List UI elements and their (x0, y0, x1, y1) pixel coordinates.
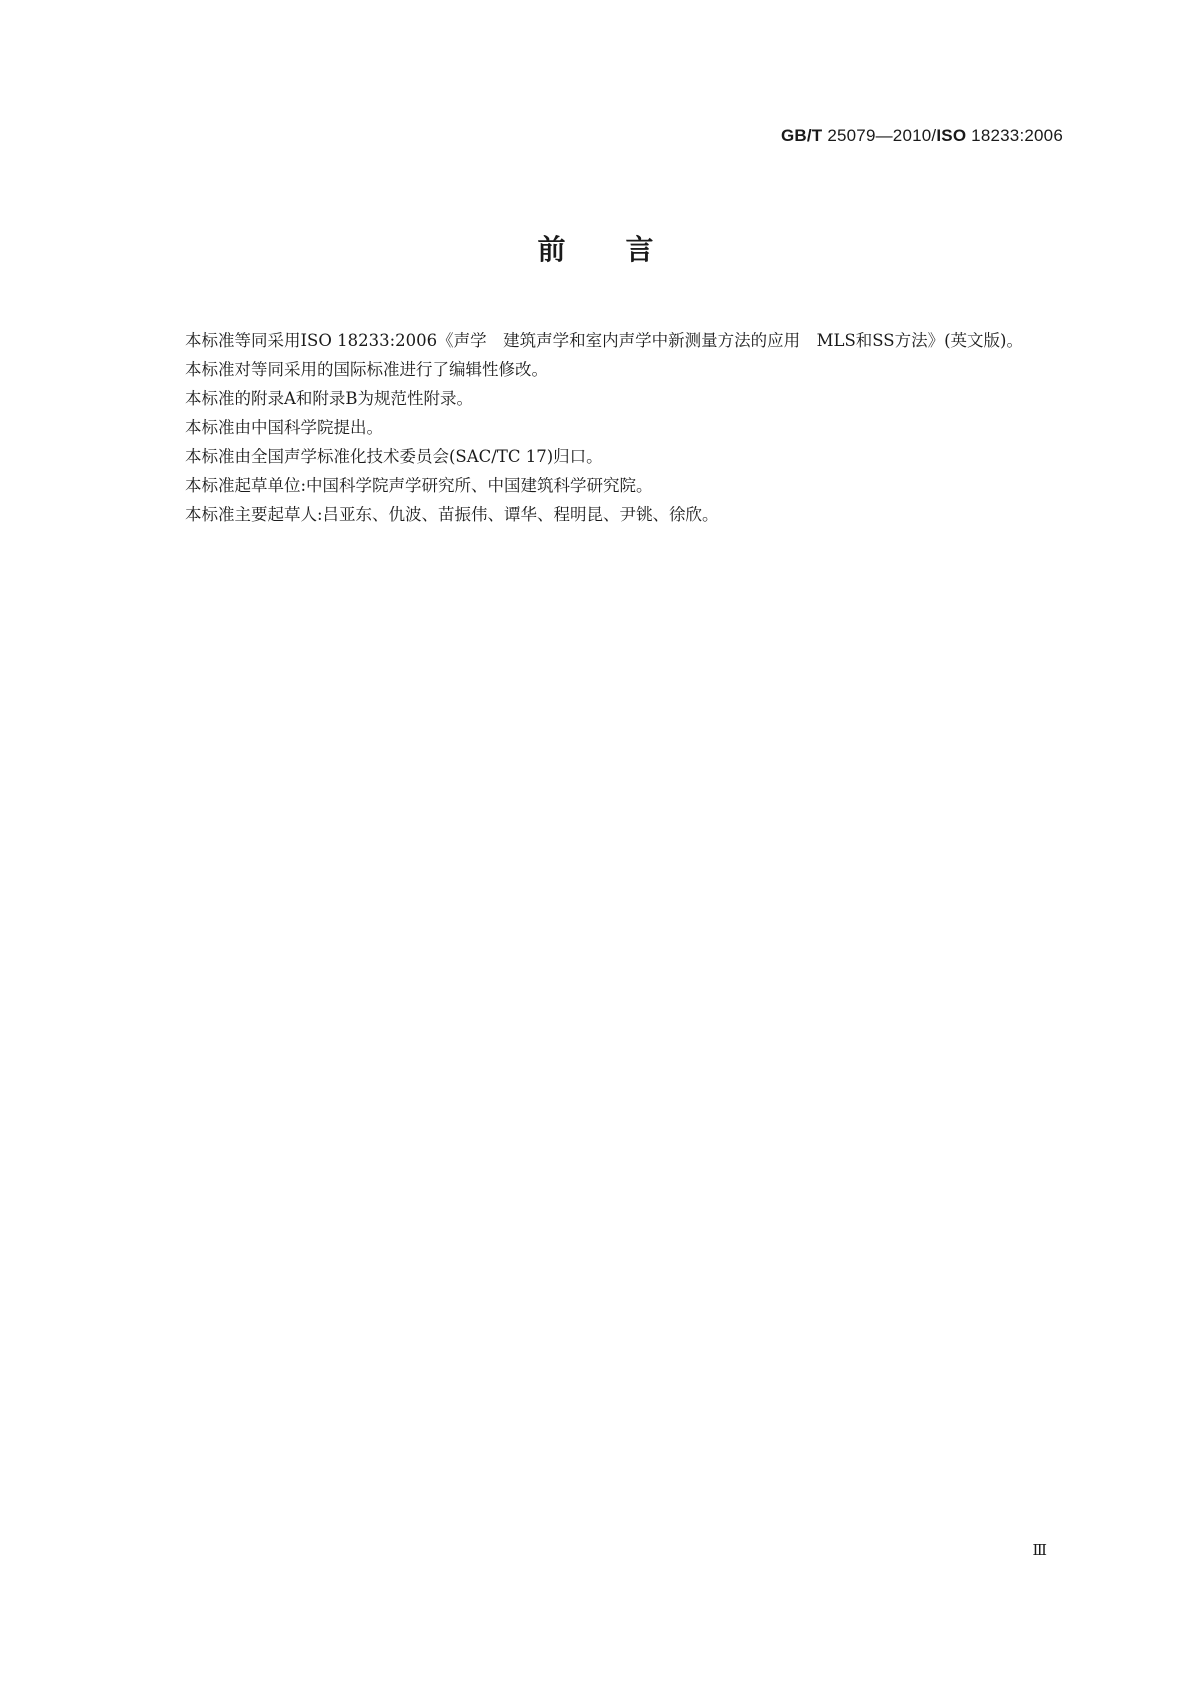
page-title: 前言 (537, 233, 714, 266)
paragraph-drafting-units: 本标准起草单位:中国科学院声学研究所、中国建筑科学研究院。 (185, 476, 653, 495)
paragraph-editorial: 本标准对等同采用的国际标准进行了编辑性修改。 (185, 360, 548, 379)
paragraph-drafters: 本标准主要起草人:吕亚东、仇波、苗振伟、谭华、程明昆、尹铫、徐欣。 (185, 505, 719, 524)
gb-prefix: GB/T (780, 126, 823, 145)
paragraph-adoption: 本标准等同采用ISO 18233:2006《声学 建筑声学和室内声学中新测量方法的应用 MLS和SS方法》(英文版)。 (185, 331, 1023, 350)
page-number: Ⅲ (1032, 1541, 1046, 1559)
standard-number-header (781, 126, 1063, 146)
paragraph-annexes: 本标准的附录A和附录B为规范性附录。 (185, 389, 474, 408)
paragraph-committee: 本标准由全国声学标准化技术委员会(SAC/TC 17)归口。 (185, 447, 603, 466)
iso-prefix: ISO (936, 126, 967, 145)
paragraph-proposer: 本标准由中国科学院提出。 (185, 418, 383, 437)
iso-number: 18233:2006 (966, 126, 1063, 145)
gb-number: 25079—2010/ (822, 126, 937, 145)
foreword-body (152, 326, 1066, 529)
